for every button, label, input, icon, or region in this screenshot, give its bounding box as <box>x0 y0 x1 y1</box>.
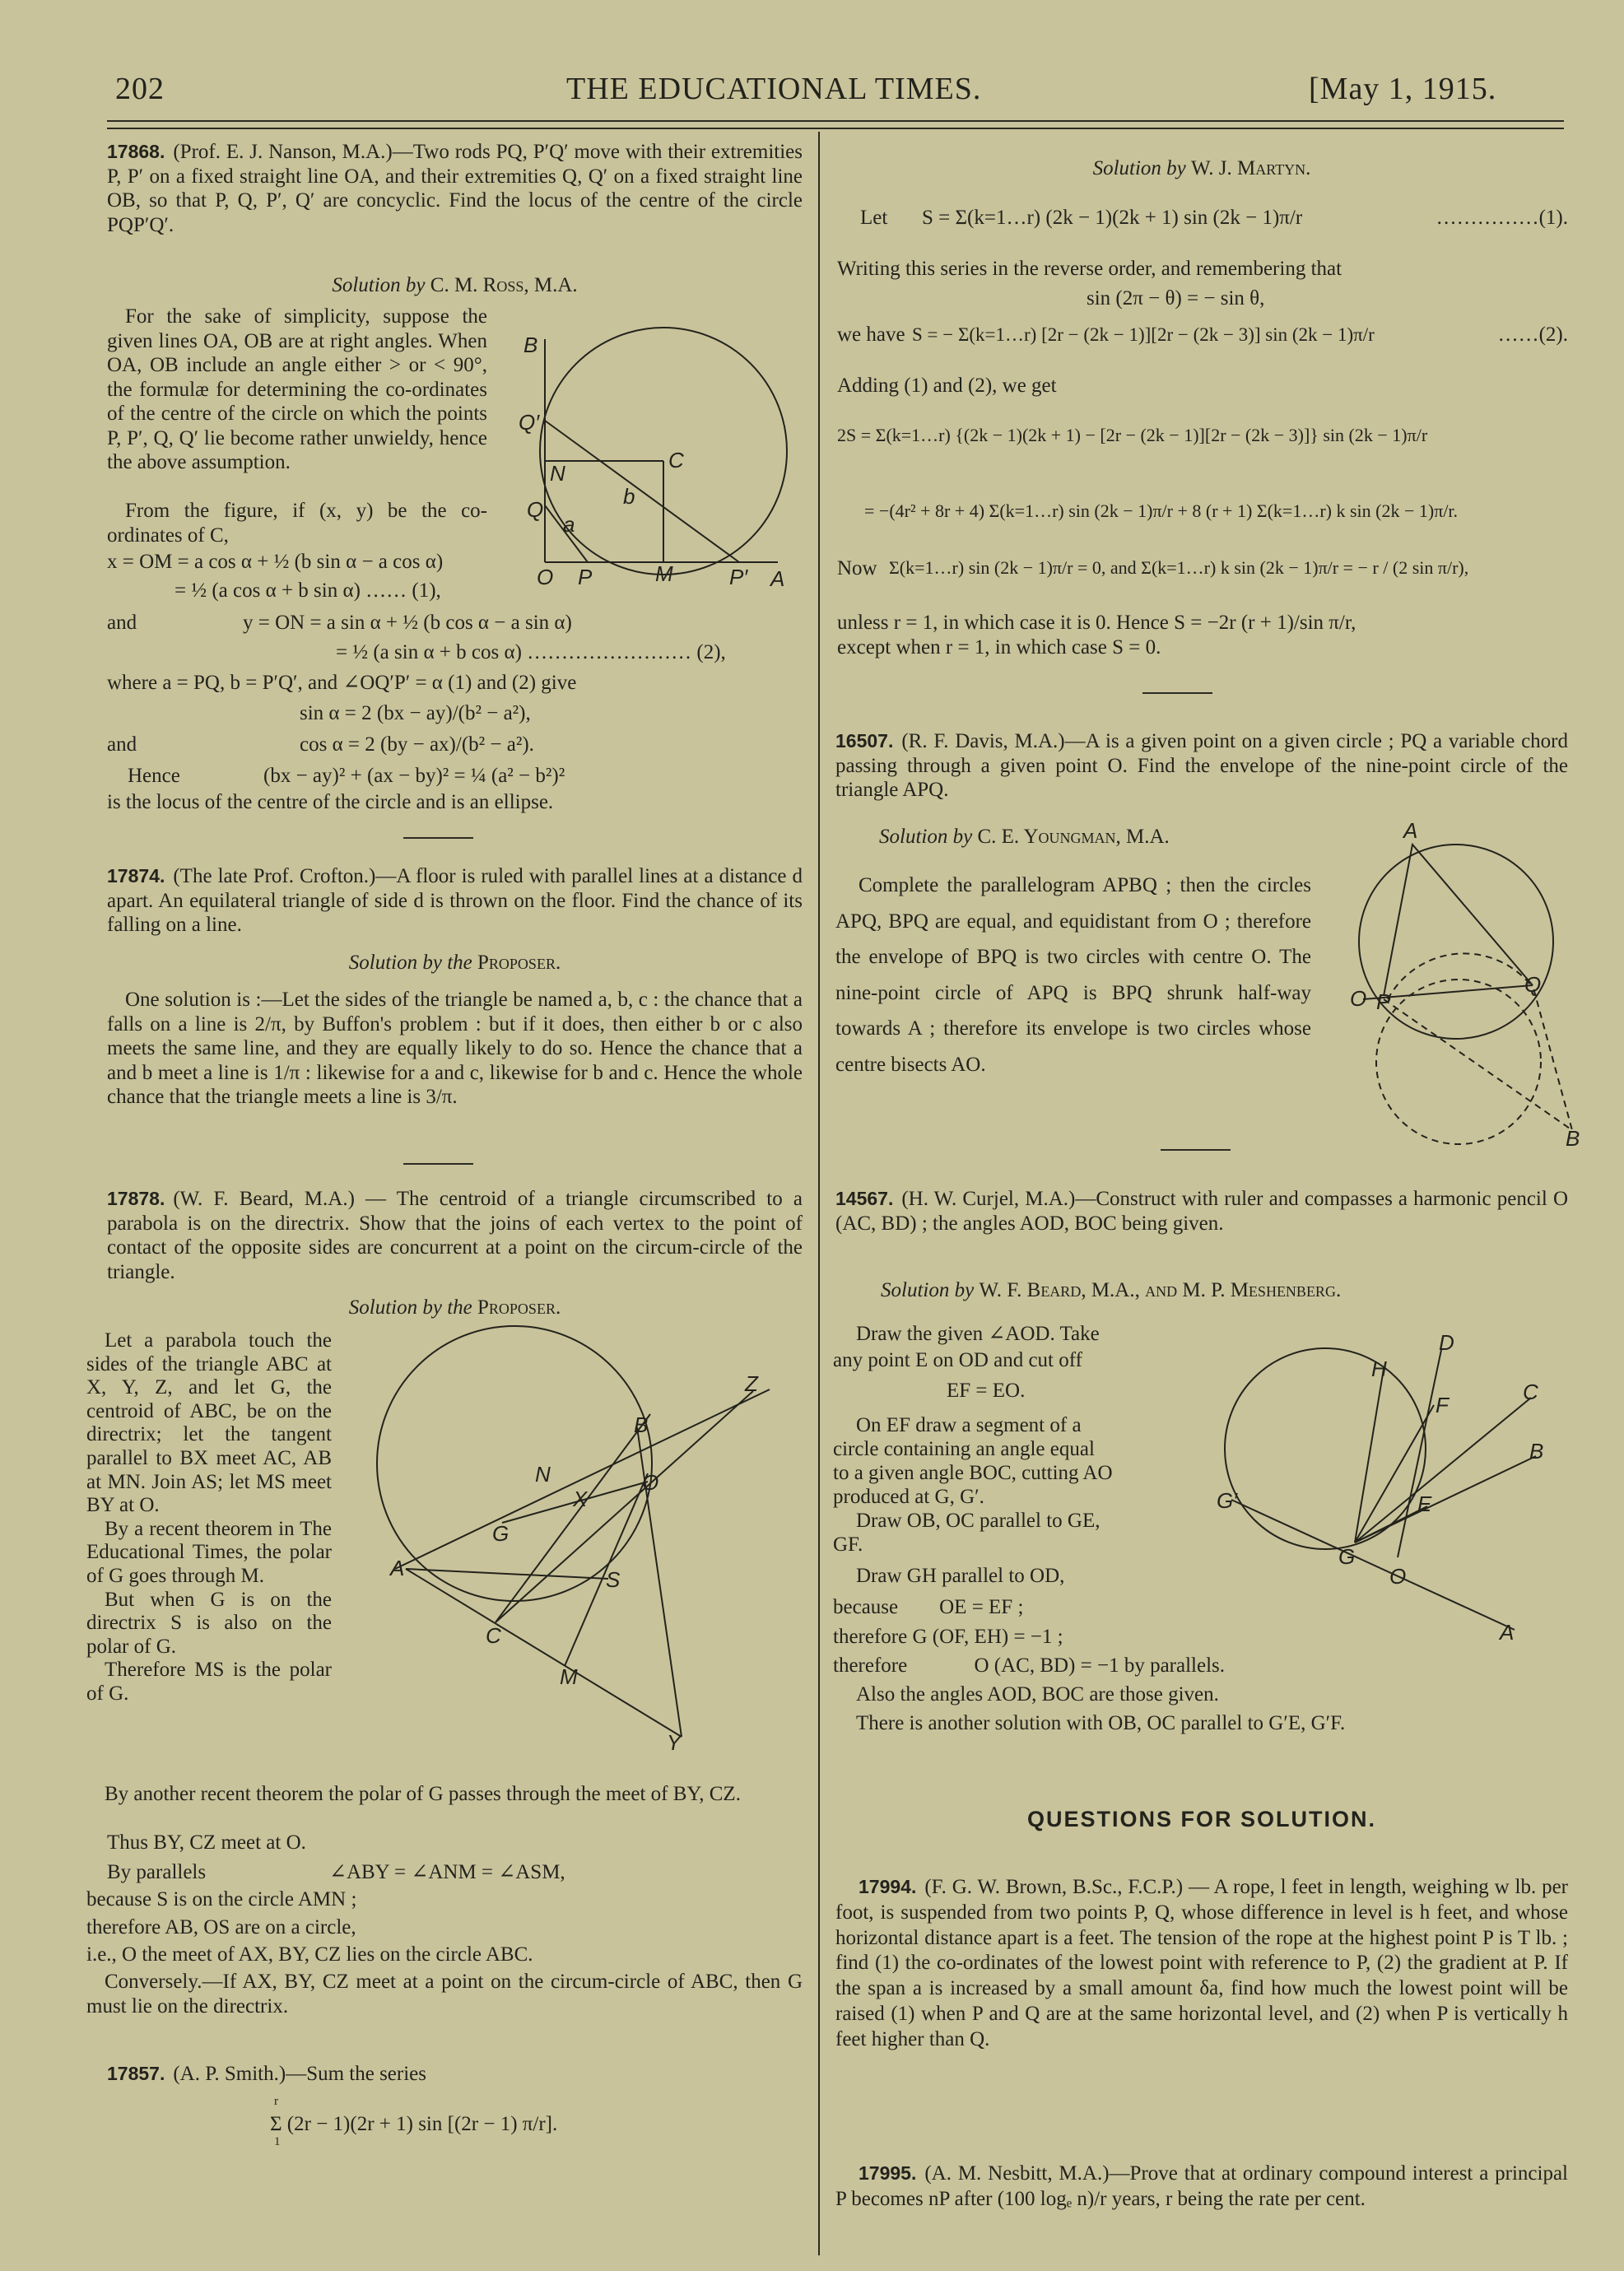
figure-label: C <box>668 448 684 472</box>
problem-text: (W. F. Beard, M.A.) — The centroid of a triangle circumscribed to a parabola is on the directrix. Show that the joins of each vertex to the point of contact of the opposite sides are concurrent at a point on the circum-circle of the triangle. <box>107 1188 803 1283</box>
figure-label: O <box>537 565 554 589</box>
solution-line: circle containing an angle equal <box>833 1438 1095 1460</box>
figure-label: a <box>563 512 575 537</box>
figure-label: A <box>1500 1620 1515 1645</box>
figure-label: X <box>573 1487 588 1511</box>
segment-p-prime-q-prime <box>545 421 739 562</box>
figure-label: O <box>1350 986 1367 1011</box>
line-od <box>1398 1350 1441 1557</box>
solution-line: to a given angle BOC, cutting AO <box>833 1462 1113 1484</box>
problem-17868 <box>107 140 803 237</box>
figure-label: H <box>1371 1357 1387 1381</box>
figure-label: G <box>492 1521 510 1546</box>
equation-number: ……………(1). <box>1436 207 1568 229</box>
solution-line: On EF draw a segment of a <box>856 1414 1082 1436</box>
problem-17857 <box>107 2062 426 2087</box>
solution-paragraph: Conversely.—If AX, BY, CZ meet at a point on the circum-circle of ABC, then G must lie on the directrix. <box>86 1971 803 2017</box>
solution-line: Draw the given ∠AOD. Take <box>856 1323 1100 1345</box>
section-divider <box>403 837 473 839</box>
equation-label: Let <box>860 207 888 229</box>
problem-number: 14567. <box>835 1188 894 1209</box>
equation: S = − Σ(k=1…r) [2r − (2k − 1)][2r − (2k − 3)] sin (2k − 1)π/r <box>912 324 1375 345</box>
series-expression: Σ (2r − 1)(2r + 1) sin [(2r − 1) π/r]. <box>270 2113 558 2135</box>
series-lower-limit: 1 <box>274 2135 281 2148</box>
solution-heading <box>835 156 1568 181</box>
solution-line: any point E on OD and cut off <box>833 1349 1082 1371</box>
line-go <box>502 1482 648 1523</box>
figure-label: C <box>486 1623 501 1648</box>
solution-prefix: Solution by the <box>348 1296 472 1319</box>
equation-number: ……(2). <box>1497 323 1568 346</box>
figure-label: Q <box>1524 972 1542 997</box>
solution-line: produced at G, G′. <box>833 1486 984 1508</box>
section-divider <box>403 1163 473 1165</box>
figure-label: Y <box>667 1730 682 1755</box>
problem-17994 <box>835 1874 1568 2053</box>
equation: sin α = 2 (bx − ay)/(b² − a²), <box>300 702 531 724</box>
figure-label: G′ <box>1217 1488 1238 1513</box>
solution-line: Also the angles AOD, BOC are those given. <box>856 1683 1219 1706</box>
issue-date: [May 1, 1915. <box>1309 72 1497 106</box>
equation: Σ(k=1…r) sin (2k − 1)π/r = 0, and Σ(k=1…r) k sin (2k − 1)π/r = − r / (2 sin π/r), <box>889 557 1469 578</box>
equation-label: By parallels <box>107 1861 207 1883</box>
solution-prefix: Solution by <box>879 826 973 848</box>
figure-label: M <box>655 561 673 586</box>
solution-line: therefore G (OF, EH) = −1 ; <box>833 1626 1063 1648</box>
problem-17874 <box>107 864 803 938</box>
section-heading: QUESTIONS FOR SOLUTION. <box>1026 1807 1376 1831</box>
figure-label: M <box>560 1664 578 1689</box>
solution-line: There is another solution with OB, OC parallel to G′E, G′F. <box>856 1712 1346 1734</box>
figure-label: Q <box>527 497 544 522</box>
line-ob <box>1355 1456 1536 1543</box>
solution-heading <box>107 273 803 298</box>
journal-title: THE EDUCATIONAL TIMES. <box>566 72 982 106</box>
problem-text: (A. M. Nesbitt, M.A.)—Prove that at ordinary compound interest a principal P becomes nP after (100 logₑ n)/r years, r being the rate per cent. <box>835 2162 1568 2210</box>
equation: = ½ (a sin α + b cos α) …………………… (2), <box>336 641 726 663</box>
equation-label: and <box>107 733 137 756</box>
line-ge <box>1355 1506 1427 1543</box>
problem-text: (H. W. Curjel, M.A.)—Construct with ruler and compasses a harmonic pencil O (AC, BD) ; the angles AOD, BOC being given. <box>835 1188 1568 1235</box>
equation: = −(4r² + 8r + 4) Σ(k=1…r) sin (2k − 1)π/r + 8 (r + 1) Σ(k=1…r) k sin (2k − 1)π/r. <box>864 500 1459 521</box>
solution-line: Draw OB, OC parallel to GE, <box>856 1510 1101 1532</box>
chord-pq <box>1363 985 1533 999</box>
figure-label: D <box>1439 1330 1454 1355</box>
solution-author: Proposer. <box>477 952 561 974</box>
figure-label: N <box>550 461 565 486</box>
solution-paragraph: Therefore MS is the polar of G. <box>86 1659 332 1705</box>
figure-harmonic-pencil <box>1225 1348 1536 1630</box>
figure-concyclic-rods <box>540 328 787 575</box>
solution-text-wrapped <box>86 1329 332 1706</box>
solution-line: Draw GH parallel to OD, <box>856 1565 1065 1587</box>
figure-label: A <box>1403 818 1418 843</box>
line-as <box>406 1569 608 1579</box>
line-gh <box>1355 1369 1384 1543</box>
line-abz <box>395 1389 770 1569</box>
parallelogram-sides <box>1384 985 1572 1130</box>
solution-heading <box>107 951 803 975</box>
line-g-prime-a <box>1231 1500 1515 1630</box>
problem-text: (A. P. Smith.)—Sum the series <box>173 2063 427 2085</box>
series-upper-limit: r <box>274 2095 278 2108</box>
figure-label: F <box>1436 1393 1449 1417</box>
solution-paragraph: By another recent theorem the polar of G passes through the meet of BY, CZ. <box>105 1783 741 1805</box>
column-divider <box>818 132 820 2255</box>
equation: 2S = Σ(k=1…r) {(2k − 1)(2k + 1) − [2r − (2k − 1)][2r − (2k − 3)]} sin (2k − 1)π/r <box>837 425 1428 445</box>
figure-label: C <box>1523 1380 1538 1404</box>
header-rule <box>107 128 1564 129</box>
problem-number: 17874. <box>107 865 165 887</box>
solution-author: Proposer. <box>477 1296 561 1319</box>
problem-text: (F. G. W. Brown, B.Sc., F.C.P.) — A rope, l feet in length, weighing w lb. per foot, is suspended from two points P, Q, whose difference in level is h feet, and whose horizontal distance apart is a feet. The tension of the rope at the highest point P is T lb. ; find (1) the co-ordinates of the lowest point with reference to P, (2) the gradient at P. If the span a is increased by a small amount δa, find how much the lowest point will be raised (1) when P and Q are at the same horizontal level, and (2) when P is vertically h feet higher than Q. <box>835 1876 1568 2050</box>
solution-paragraph: But when G is on the directrix S is also on the polar of G. <box>86 1588 332 1658</box>
figure-label: B <box>523 333 538 357</box>
circle-pqpq <box>540 328 787 575</box>
equation: is the locus of the centre of the circle and is an ellipse. <box>107 791 554 813</box>
figure-label: B <box>1566 1126 1580 1151</box>
segment-circle <box>1225 1348 1426 1549</box>
triangle-apq <box>1384 845 1533 996</box>
solution-prefix: Solution by the <box>348 952 472 974</box>
solution-author: W. J. Martyn. <box>1191 157 1311 179</box>
solution-author: C. E. Youngman, M.A. <box>977 826 1170 848</box>
solution-paragraph: Let a parabola touch the sides of the triangle ABC at X, Y, Z, and let G, the centroid of ABC, be on the directrix; let the tangent parallel to BX meet AC, AB at MN. Join AS; let MS meet BY at O. <box>86 1329 332 1517</box>
equation: ∠ABY = ∠ANM = ∠ASM, <box>329 1861 565 1883</box>
solution-heading <box>881 1278 1341 1303</box>
problem-14567 <box>835 1187 1568 1236</box>
problem-text: (The late Prof. Crofton.)—A floor is ruled with parallel lines at a distance d apart. An equilateral triangle of side d is thrown on the floor. Find the chance of its falling on a line. <box>107 865 803 936</box>
solution-text: unless r = 1, in which case it is 0. Hence S = −2r (r + 1)/sin π/r, <box>837 612 1356 634</box>
solution-paragraph: Thus BY, CZ meet at O. <box>107 1831 306 1854</box>
solution-prefix: Solution by <box>332 274 426 296</box>
problem-17878 <box>107 1187 803 1284</box>
solution-author: C. M. Ross, M.A. <box>430 274 578 296</box>
line-cb <box>496 1414 650 1622</box>
page-number: 202 <box>115 72 165 106</box>
equation: x = OM = a cos α + ½ (b sin α − a cos α) <box>107 551 444 573</box>
section-divider <box>1142 692 1212 694</box>
figure-label: O <box>642 1470 659 1495</box>
equation: cos α = 2 (by − ax)/(b² − a²). <box>300 733 534 756</box>
solution-paragraph: Complete the parallelogram APBQ ; then the circles APQ, BPQ are equal, and equidistant from O ; therefore the envelope of BPQ is two circles with centre O. The nine-point circle of APQ is BPQ shrunk half-way towards A ; therefore its envelope is two circles whose centre bisects AO. <box>835 874 1311 1076</box>
figure-label: S <box>606 1567 621 1592</box>
solution-paragraph: From the figure, if (x, y) be the co-ordinates of C, <box>107 500 487 547</box>
line-gf <box>1355 1405 1434 1543</box>
figure-label: Q′ <box>519 410 540 435</box>
equation: y = ON = a sin α + ½ (b cos α − a sin α) <box>243 612 572 634</box>
line-oc <box>1355 1398 1531 1543</box>
figure-label: P <box>578 565 593 589</box>
solution-paragraph: For the sake of simplicity, suppose the given lines OA, OB are at right angles. When OA, OB include an angle either > or < 90°, the formulæ for determining the co-ordinates of the centre of the circle on which the points P, P′, Q, Q′ lie become rather unwieldy, hence the above assumption. <box>107 305 487 473</box>
solution-prefix: Solution by <box>881 1279 975 1301</box>
problem-number: 17995. <box>859 2162 917 2184</box>
figure-label: G <box>1338 1544 1356 1569</box>
problem-16507 <box>835 729 1568 803</box>
solution-paragraph: because S is on the circle AMN ; <box>86 1888 357 1910</box>
figure-label: P′ <box>729 565 748 589</box>
solution-paragraph: One solution is :—Let the sides of the triangle be named a, b, c : the chance that a falls on a line is 2/π, by Buffon's problem : but if it does, then either b or c also meets the same line, and they are equally likely to do so. Hence the chance that a and b meet a line is 1/π : likewise for a and c, likewise for b and c. Hence the whole chance that the triangle meets a line is 3/π. <box>107 989 803 1108</box>
solution-paragraph: therefore AB, OS are on a circle, <box>86 1916 356 1938</box>
solution-line: EF = EO. <box>947 1380 1026 1402</box>
solution-text: Writing this series in the reverse order, and remembering that <box>837 258 1342 280</box>
solution-line: therefore O (AC, BD) = −1 by parallels. <box>833 1654 1226 1677</box>
equation: S = Σ(k=1…r) (2k − 1)(2k + 1) sin (2k − 1)π/r <box>922 207 1303 229</box>
solution-heading <box>107 1296 803 1320</box>
circum-circle <box>377 1326 652 1601</box>
solution-paragraph: By a recent theorem in The Educational Times, the polar of G goes through M. <box>86 1517 332 1587</box>
given-circle <box>1359 845 1553 1039</box>
line-cz <box>496 1391 753 1622</box>
figure-parabola-triangle <box>377 1326 770 1737</box>
figure-label: P <box>1376 989 1391 1014</box>
problem-number: 16507. <box>835 730 894 752</box>
line-acy <box>406 1569 682 1737</box>
line-mo <box>565 1473 648 1666</box>
solution-paragraph: i.e., O the meet of AX, BY, CZ lies on the circle ABC. <box>86 1943 533 1966</box>
problem-number: 17878. <box>107 1188 165 1209</box>
equation: where a = PQ, b = P′Q′, and ∠OQ′P′ = α (1) and (2) give <box>107 672 577 694</box>
equation-label: Hence <box>128 765 180 787</box>
problem-17995 <box>835 2161 1568 2213</box>
solution-heading <box>879 825 1170 849</box>
equation: = ½ (a cos α + b sin α) …… (1), <box>174 579 441 602</box>
solution-line: because OE = EF ; <box>833 1596 1024 1618</box>
figure-label: O <box>1389 1564 1407 1589</box>
figure-label: A <box>390 1556 405 1580</box>
figure-nine-point-envelope <box>1359 845 1572 1144</box>
solution-line: GF. <box>833 1533 863 1556</box>
figure-label: B <box>634 1412 649 1437</box>
figure-label: E <box>1417 1492 1432 1516</box>
equation: sin (2π − θ) = − sin θ, <box>1087 287 1265 309</box>
problem-number: 17994. <box>859 1876 917 1897</box>
header-rule <box>107 120 1564 122</box>
problem-number: 17857. <box>107 2063 165 2084</box>
nine-point-circle <box>1388 953 1531 999</box>
figure-label: b <box>623 484 635 509</box>
segment-pq <box>545 505 588 562</box>
problem-text: (Prof. E. J. Nanson, M.A.)—Two rods PQ, P′Q′ move with their extremities P, P′ on a fixed straight line OA, and their extremities Q, Q′ on a fixed straight line OB, so that P, Q, P′, Q′ are concyclic. Find the locus of the centre of the circle PQP′Q′. <box>107 141 803 236</box>
figure-label: N <box>535 1462 551 1487</box>
solution-text: Adding (1) and (2), we get <box>837 375 1057 397</box>
equation-label: and <box>107 612 137 634</box>
equation-label: Now <box>837 557 877 579</box>
solution-author: W. F. Beard, M.A., and M. P. Meshenberg. <box>979 1279 1342 1301</box>
circle-bpq <box>1376 980 1541 1144</box>
equation-label: we have <box>837 323 905 346</box>
section-divider <box>1161 1149 1231 1151</box>
equation: (bx − ay)² + (ax − by)² = ¼ (a² − b²)² <box>263 765 565 787</box>
problem-text: (R. F. Davis, M.A.)—A is a given point on a given circle ; PQ a variable chord passing through a given point O. Find the envelope of the nine-point circle of the triangle APQ. <box>835 730 1568 801</box>
line-by <box>637 1427 682 1737</box>
solution-text: except when r = 1, in which case S = 0. <box>837 636 1161 658</box>
figure-label: B <box>1529 1439 1544 1464</box>
figure-label: Z <box>745 1371 758 1396</box>
problem-number: 17868. <box>107 141 165 162</box>
solution-prefix: Solution by <box>1092 157 1186 179</box>
figure-label: A <box>770 566 785 591</box>
